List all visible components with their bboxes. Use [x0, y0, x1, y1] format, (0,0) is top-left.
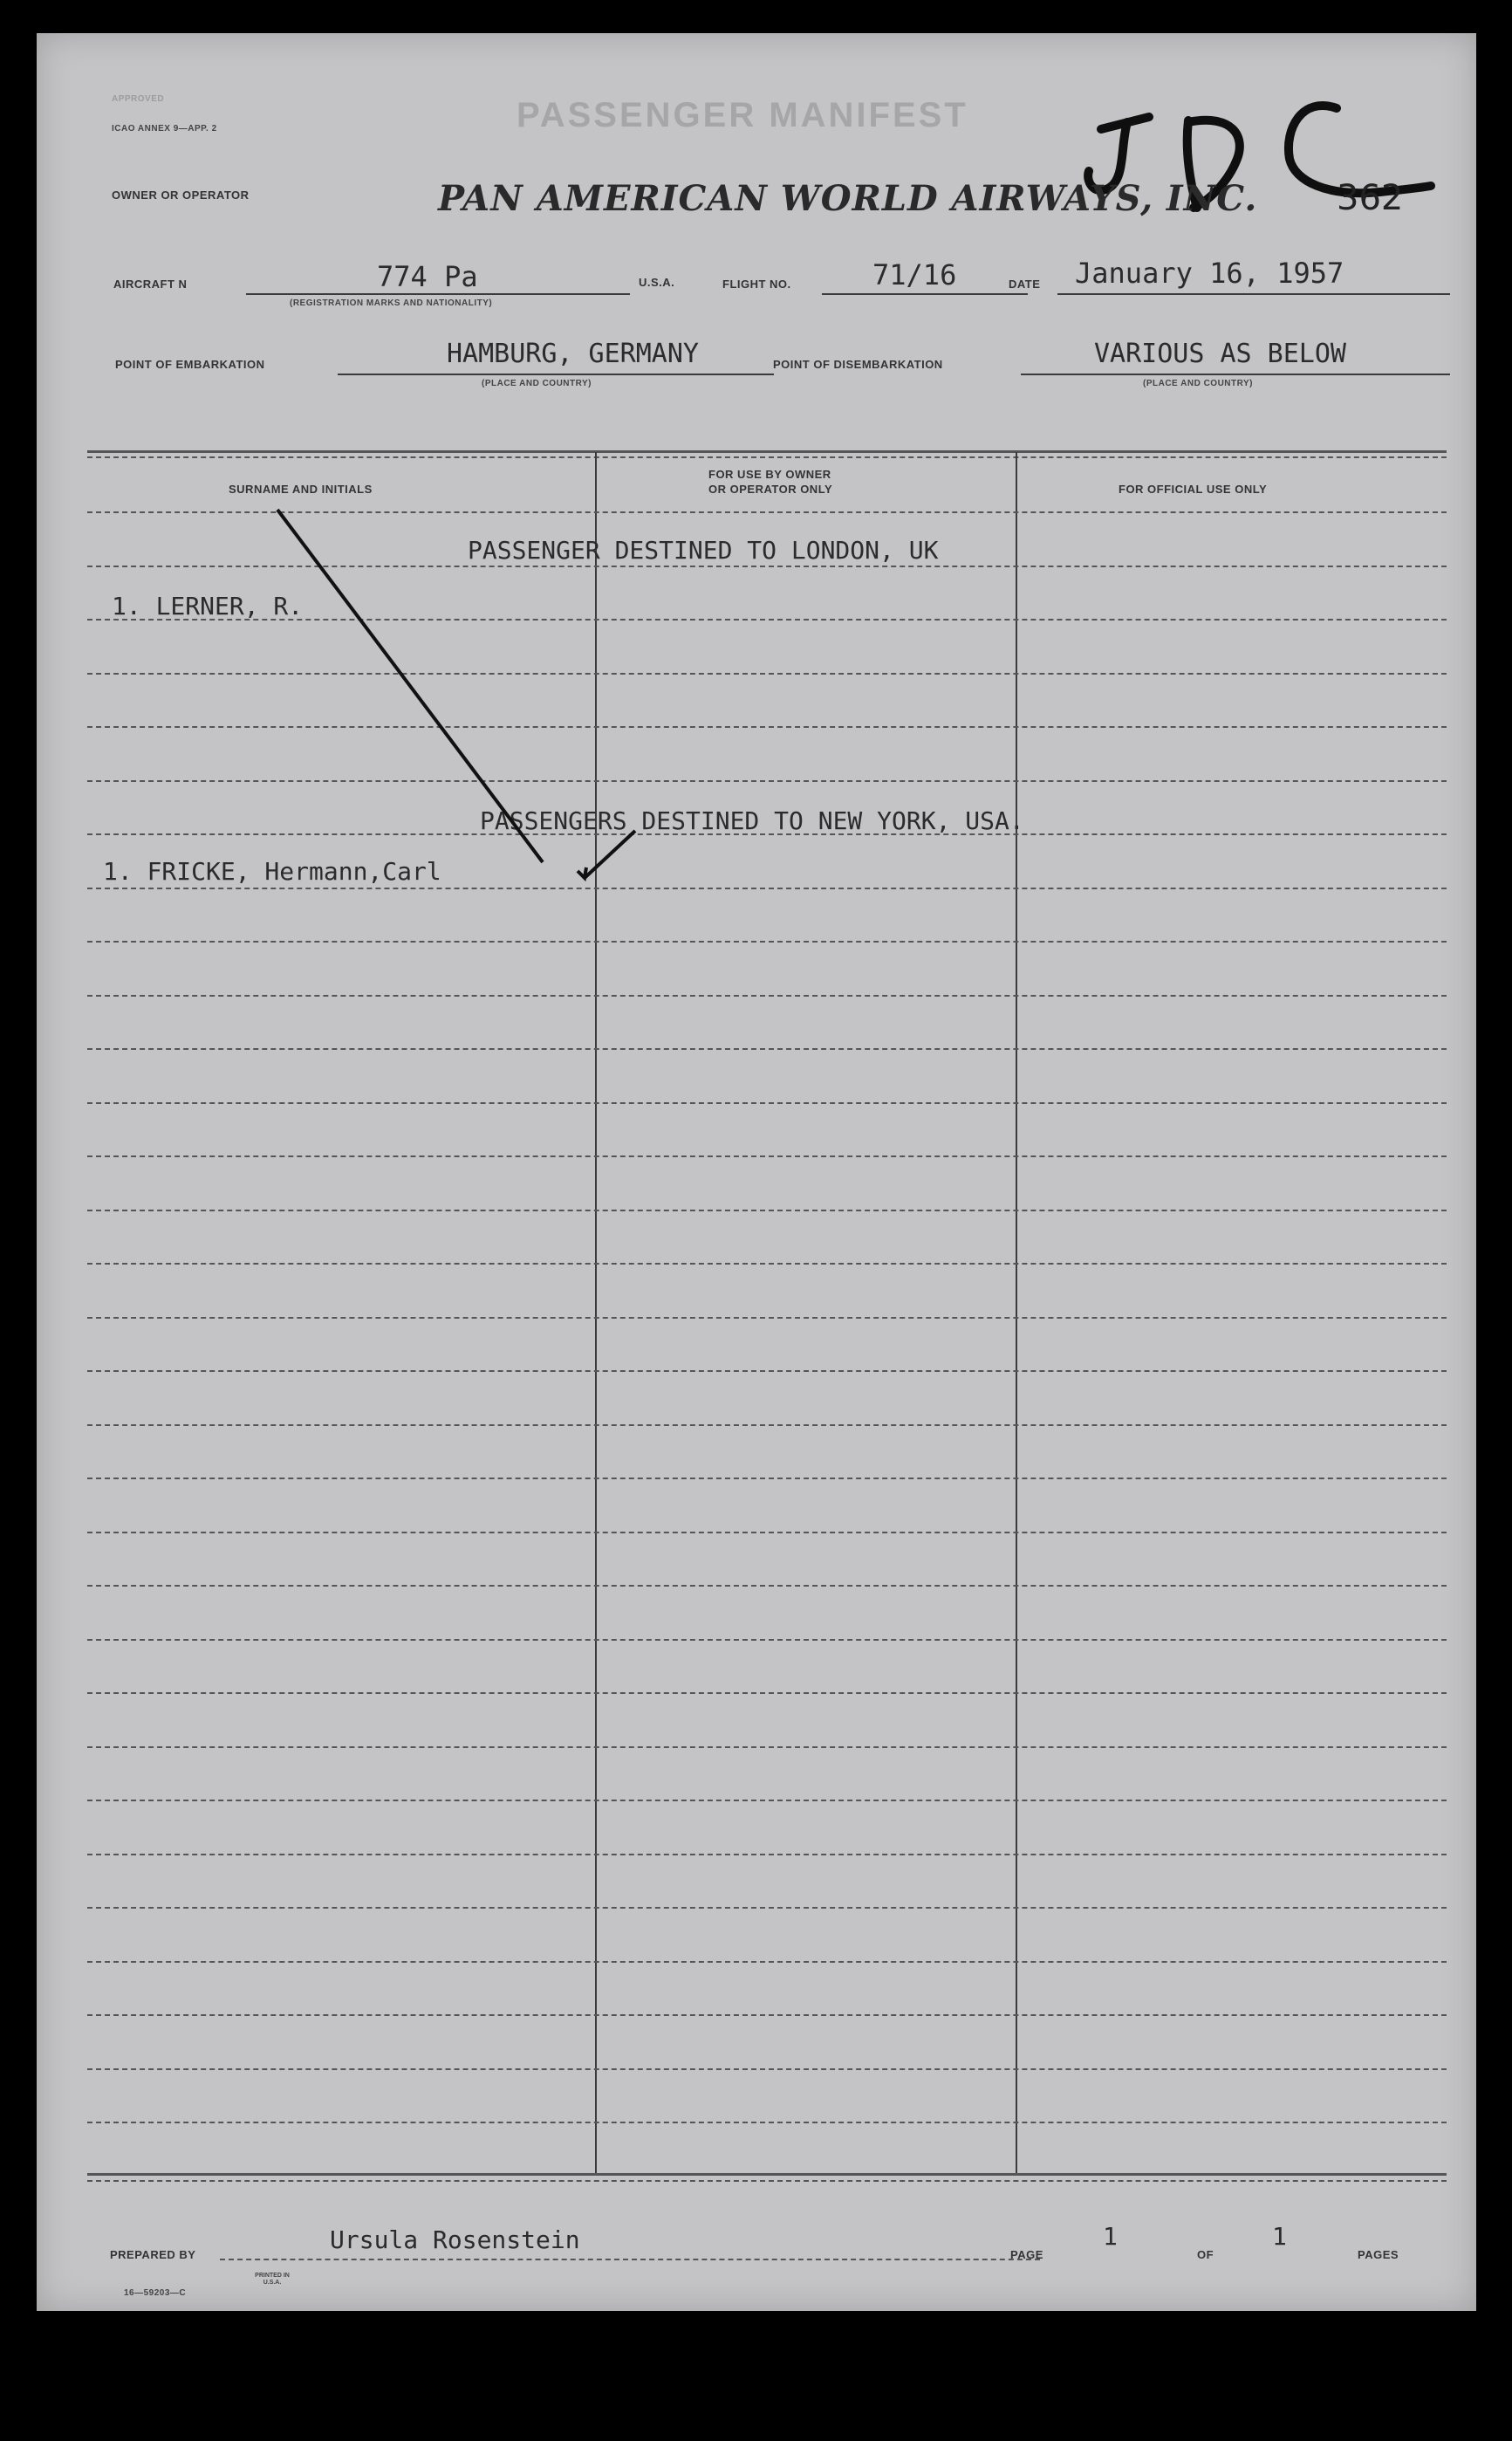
page-label: PAGE	[1010, 2248, 1043, 2261]
embarkation-value: HAMBURG, GERMANY	[447, 339, 699, 369]
table-row-rule	[87, 1532, 1447, 1535]
table-row-rule	[87, 1639, 1447, 1642]
table-row-rule	[87, 1961, 1447, 1964]
table-row-rule	[87, 1424, 1447, 1428]
table-row-rule	[87, 2122, 1447, 2125]
section1-heading: PASSENGER DESTINED TO LONDON, UK	[468, 536, 939, 565]
manifest-sheet	[37, 33, 1476, 2311]
page-value: 1	[1103, 2222, 1118, 2251]
prepared-by-underline	[220, 2259, 1040, 2261]
table-bottom-border-inner	[87, 2180, 1447, 2184]
disembarkation-sublabel: (PLACE AND COUNTRY)	[1143, 379, 1253, 388]
col-header-owner-line1: FOR USE BY OWNER	[708, 468, 831, 481]
page-title: PASSENGER MANIFEST	[517, 96, 968, 134]
table-row-rule	[87, 1907, 1447, 1910]
owner-value: PAN AMERICAN WORLD AIRWAYS, INC.	[438, 178, 1258, 219]
owner-label: OWNER OR OPERATOR	[112, 189, 250, 202]
form-code: 16—59203—C	[124, 2288, 187, 2298]
table-row-rule	[87, 1800, 1447, 1803]
flight-value: 71/16	[872, 258, 957, 291]
handwritten-arrow-mark	[37, 33, 1476, 993]
flight-label: FLIGHT NO.	[722, 278, 791, 291]
table-row-rule	[87, 1263, 1447, 1266]
prepared-by-label: PREPARED BY	[110, 2248, 196, 2261]
disembarkation-label: POINT OF DISEMBARKATION	[773, 358, 943, 371]
col-header-official: FOR OFFICIAL USE ONLY	[1119, 483, 1268, 496]
table-row-rule	[87, 1048, 1447, 1052]
approval-line2: ICAO ANNEX 9—APP. 2	[112, 124, 217, 134]
approval-line1: APPROVED	[112, 94, 165, 104]
col-header-owner-line2: OR OPERATOR ONLY	[708, 483, 833, 496]
table-row-rule	[87, 1155, 1447, 1159]
prepared-by-value: Ursula Rosenstein	[330, 2225, 580, 2254]
date-label: DATE	[1009, 278, 1041, 291]
section2-heading: PASSENGERS DESTINED TO NEW YORK, USA.	[480, 806, 1024, 835]
pages-label: PAGES	[1358, 2248, 1399, 2261]
col-header-surname: SURNAME AND INITIALS	[229, 483, 373, 496]
of-label: OF	[1197, 2248, 1214, 2261]
of-value: 1	[1272, 2222, 1287, 2251]
embarkation-label: POINT OF EMBARKATION	[115, 358, 265, 371]
table-row-rule	[87, 1102, 1447, 1106]
date-value: January 16, 1957	[1075, 257, 1344, 290]
country-label: U.S.A.	[639, 276, 675, 289]
table-row-rule	[87, 2014, 1447, 2018]
table-row-rule	[87, 995, 1447, 998]
aircraft-sublabel: (REGISTRATION MARKS AND NATIONALITY)	[290, 298, 493, 308]
table-row-rule	[87, 1692, 1447, 1696]
embarkation-sublabel: (PLACE AND COUNTRY)	[482, 379, 592, 388]
disembarkation-value: VARIOUS AS BELOW	[1094, 339, 1346, 369]
table-row-rule	[87, 1317, 1447, 1320]
table-row-rule	[87, 1585, 1447, 1588]
table-row-rule	[87, 1210, 1447, 1213]
aircraft-label: AIRCRAFT N	[113, 278, 188, 291]
table-row-rule	[87, 1746, 1447, 1750]
table-bottom-border	[87, 2173, 1447, 2177]
table-row-rule	[87, 1370, 1447, 1374]
table-row-rule	[87, 2068, 1447, 2072]
printed-in-usa-stamp: PRINTED IN U.S.A.	[255, 2273, 290, 2286]
table-row-rule	[87, 1478, 1447, 1481]
aircraft-value: 774 Pa	[377, 260, 478, 293]
passenger-entry-lerner: 1. LERNER, R.	[112, 592, 304, 621]
page-number-stamp: 362	[1337, 178, 1404, 218]
passenger-entry-fricke: 1. FRICKE, Hermann,Carl	[103, 857, 441, 886]
table-row-rule	[87, 1854, 1447, 1857]
